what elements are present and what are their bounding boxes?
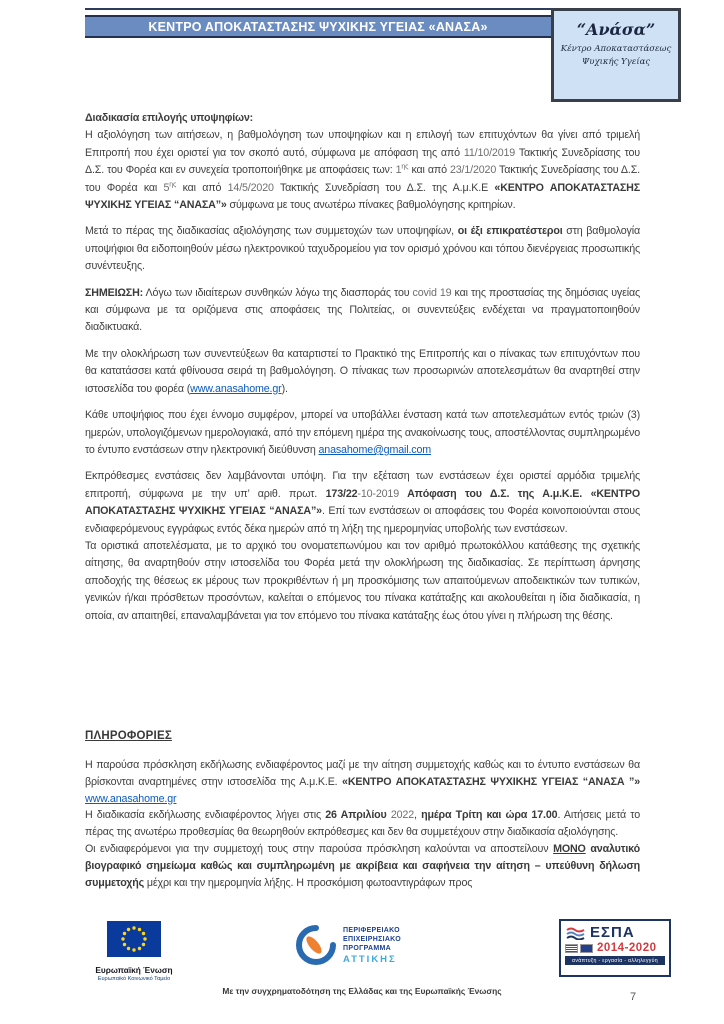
- text-run: Τακτικής Συνεδρίασης του Δ.Σ. του Φορέα και εν συνεχεία τροποποιήθηκε με αποφάσεις των:: [85, 146, 640, 177]
- text-run: Η παρούσα πρόσκληση εκδήλωσης ενδιαφέροντος μαζί με την αίτηση συμμετοχής καθώς και το έντυπο ενστάσεων θα βρίσκονται αναρτημένες στην ιστοσελίδα της Α.μ.Κ.Ε.: [85, 759, 640, 788]
- text-run: 11/10/2019: [463, 146, 516, 159]
- text-run: ΜΟΝΟ: [553, 842, 586, 855]
- text-run: . Αιτήσεις μετά το πέρας της ανωτέρω προθεσμίας θα θεωρηθούν εκπρόθεσμες και δεν θα συμμετέχουν στην διαδικασία αξιολόγησης.: [85, 809, 641, 839]
- paragraph: [85, 538, 640, 625]
- eu-label: Ευρωπαϊκή Ένωση: [95, 965, 173, 975]
- paragraph: [85, 127, 640, 214]
- paragraph: [85, 346, 640, 398]
- paragraph-group-1: [85, 127, 640, 625]
- espa-period: 2014-2020: [597, 942, 657, 954]
- eu-flag-icon: [107, 921, 161, 957]
- document-body-info: [85, 730, 640, 891]
- text-run: Μετά το πέρας της διαδικασίας αξιολόγησης των συμμετοχών των υποψηφίων,: [85, 225, 458, 238]
- eu-mini-flag-icon: [580, 944, 593, 953]
- attiki-line1: ΠΕΡΙΦΕΡΕΙΑΚΟ: [343, 926, 400, 934]
- link[interactable]: www.anasahome.gr: [190, 382, 282, 395]
- text-run: 173/22: [325, 487, 358, 500]
- attiki-program-block: [296, 925, 401, 965]
- text-run: ης: [169, 181, 177, 189]
- paragraph: [85, 285, 640, 337]
- document-body-top: [85, 110, 640, 625]
- text-run: Η διαδικασία εκδήλωσης ενδιαφέροντος λήγει στις: [85, 809, 326, 822]
- paragraph: [85, 841, 640, 891]
- text-run: και από: [176, 181, 228, 194]
- text-run: αναλυτικό βιογραφικό σημείωμα καθώς και συμπληρωμένη με ακρίβεια και σαφήνεια την αίτηση – υπεύθυνη δήλωση συμμετοχής: [85, 842, 640, 889]
- text-run: ΣΗΜΕΙΩΣΗ:: [85, 286, 144, 299]
- text-run: 23/1/2020: [449, 164, 497, 177]
- attiki-text: [343, 926, 401, 965]
- text-run: Τακτικής Συνεδρίασης του Δ.Σ. του Φορέα και: [85, 164, 640, 194]
- text-run: ).: [281, 382, 288, 395]
- text-run: Η αξιολόγηση των αιτήσεων, η βαθμολόγηση των υποψηφίων και η επιλογή των επιτυχόντων θα γίνει από τριμελή Επιτροπή που έχει οριστεί για τον σκοπό αυτό, σύμφωνα με απόφαση της από: [85, 129, 640, 159]
- attiki-line4: ΑΤΤΙΚΗΣ: [343, 953, 397, 965]
- eu-funding-block: [95, 921, 173, 982]
- link[interactable]: anasahome@gmail.com: [318, 443, 432, 456]
- text-run: οι έξι επικρατέστεροι: [457, 225, 563, 238]
- paragraph: [85, 468, 640, 538]
- text-run: 1: [395, 164, 402, 177]
- text-run: Με την ολοκλήρωση των συνεντεύξεων θα καταρτιστεί το Πρακτικό της Επιτροπής και ο πίνακας των επιτυχόντων που θα κατατάσσει κατά φθίνουσα σειρά τη βαθμολόγηση. Ο πίνακας των προσωρινών αποτελεσμάτων θα αναρτηθεί στην ιστοσελίδα του φορέα (: [85, 347, 640, 395]
- text-run: 2022: [386, 809, 415, 822]
- espa-logo-block: [559, 919, 671, 977]
- espa-wave-icon: [565, 926, 587, 940]
- organization-title: ΚΕΝΤΡΟ ΑΠΟΚΑΤΑΣΤΑΣΗΣ ΨΥΧΙΚΗΣ ΥΓΕΙΑΣ «ΑΝΑΣΑ»: [148, 19, 488, 34]
- eu-sublabel: Ευρωπαϊκό Κοινωνικό Ταμείο: [97, 976, 171, 982]
- anasa-logo-subtitle-line1: Κέντρο Αποκαταστάσεως: [560, 44, 672, 54]
- attiki-logo-icon: [296, 925, 336, 965]
- espa-tagline: ανάπτυξη - εργασία - αλληλεγγύη: [565, 956, 665, 965]
- text-run: Τακτικής Συνεδρίαση του Δ.Σ. της Α.μ.Κ.Ε: [273, 181, 495, 194]
- text-run: 14/5/2020: [227, 181, 274, 194]
- anasa-logo: [551, 8, 681, 102]
- paragraph: [85, 223, 640, 275]
- text-run: Κάθε υποψήφιος που έχει έννομο συμφέρον, μπορεί να υποβάλλει ένσταση κατά των αποτελεσμάτων εντός τριών (3) ημερών, υπολογιζόμενων ημερολογιακά, από την επόμενη ημέρα της ανακοίνωσης τους, αποστέλλοντας συμπληρωμένο το έντυπο ενστάσεων στην ηλεκτρονική διεύθυνση: [85, 409, 640, 456]
- espa-name: ΕΣΠΑ: [590, 924, 635, 941]
- text-run: στη βαθμολογία υποψήφιοι θα ειδοποιηθούν μέσω ηλεκτρονικού ταχυδρομείου για τον ορισμό χρόνου και τόπου διενέργειας προσωπικής συνέντευξης.: [85, 225, 640, 273]
- text-run: σύμφωνα με τους ανωτέρω πίνακες βαθμολόγησης κριτηρίων.: [226, 199, 516, 212]
- greek-flag-icon: [565, 944, 578, 953]
- text-run: ης: [401, 163, 409, 171]
- anasa-logo-title: “Ανάσα”: [576, 20, 656, 39]
- paragraph: [85, 407, 640, 459]
- info-section-heading: ΠΛΗΡΟΦΟΡΙΕΣ: [85, 730, 172, 742]
- text-run: ,: [414, 809, 422, 822]
- text-run: 26 Απριλίου: [325, 809, 387, 822]
- link[interactable]: www.anasahome.gr: [85, 792, 177, 805]
- paragraph-group-2: [85, 757, 640, 891]
- header-bar: [85, 15, 551, 38]
- text-run: Εκπρόθεσμες ενστάσεις δεν λαμβάνονται υπόψη. Για την εξέταση των ενστάσεων έχει οριστεί αρμόδια τριμελής επιτροπή, σύμφωνα με την υπ’ αριθ. πρωτ.: [85, 470, 640, 500]
- text-run: covid 19: [412, 286, 452, 299]
- paragraph: [85, 757, 640, 807]
- text-run: Οι ενδιαφερόμενοι για την συμμετοχή τους στην παρούσα πρόσκληση καλούνται να αποστείλουν: [85, 842, 554, 855]
- text-run: Απόφαση του Δ.Σ. της Α.μ.Κ.Ε. «ΚΕΝΤΡΟ ΑΠΟΚΑΤΑΣΤΑΣΗΣ ΨΥΧΙΚΗΣ ΥΓΕΙΑΣ “ΑΝΑΣΑ”»: [85, 487, 641, 518]
- text-run: Λόγω των ιδιαίτερων συνθηκών λόγω της διασποράς του: [143, 286, 413, 299]
- header-top-rule: [85, 8, 551, 10]
- selection-process-heading: Διαδικασία επιλογής υποψηφίων:: [85, 112, 254, 124]
- text-run: και από: [408, 164, 450, 177]
- attiki-line3: ΠΡΟΓΡΑΜΜΑ: [343, 944, 391, 952]
- cofinance-text: Με την συγχρηματοδότηση της Ελλάδας και της Ευρωπαϊκής Ένωσης: [222, 986, 502, 996]
- text-run: 5: [163, 181, 170, 194]
- text-run: . Επί των ενστάσεων οι αποφάσεις του Φορέα κοινοποιούνται στους ενδιαφερόμενους εγγράφως εντός δέκα ημερών από τη λήξη της ημερομηνίας υποβολής των ενστάσεων.: [85, 505, 640, 535]
- text-run: «ΚΕΝΤΡΟ ΑΠΟΚΑΤΑΣΤΑΣΗΣ ΨΥΧΙΚΗΣ ΥΓΕΙΑΣ “ΑΝΑΣΑ”»: [85, 181, 640, 212]
- text-run: «ΚΕΝΤΡΟ ΑΠΟΚΑΤΑΣΤΑΣΗΣ ΨΥΧΙΚΗΣ ΥΓΕΙΑΣ “ΑΝΑΣΑ ”»: [342, 775, 641, 788]
- paragraph: [85, 807, 640, 841]
- text-run: και της προστασίας της δημόσιας υγείας και σύμφωνα με τα οριζόμενα στις αποφάσεις της Πολιτείας, οι συνεντεύξεις ενδέχεται να πραγματοποιηθούν διαδικτυακά.: [85, 286, 640, 334]
- text-run: -10-2019: [357, 487, 400, 500]
- text-run: ημέρα Τρίτη και ώρα 17.00: [421, 809, 558, 822]
- anasa-logo-subtitle-line2: Ψυχικής Υγείας: [581, 57, 651, 67]
- text-run: μέχρι και την ημερομηνία λήξης. Η προσκόμιση φωτοαντιγράφων προς: [144, 876, 473, 889]
- text-run: Τα οριστικά αποτελέσματα, με το αρχικό του ονοματεπωνύμου και τον αριθμό πρωτοκόλλου κατάθεσης της σχετικής αίτησης, θα αναρτηθούν στην ιστοσελίδα του Φορέα μετά την ολοκλήρωση της διαδικασίας. Σε περίπτωση άρνησης αποδοχής της θέσεως εκ μέρους των προκριθέντων ή μη προσκόμισης των απαιτούμενων αποδεικτικών των τυπικών, γενικών ή/και πρόσθετων προσόντων, καλείται ο επόμενος του πίνακα κατάταξης και ακολουθείται η ίδια διαδικασία, η οποία, αν απαιτηθεί, επαναλαμβάνεται για τον επόμενο του πίνακα κατάταξης έως ότου γίνει η πλήρωση της θέσης.: [85, 539, 640, 622]
- anasa-logo-subtitle: [554, 43, 678, 69]
- page-number: 7: [630, 991, 637, 1003]
- attiki-line2: ΕΠΙΧΕΙΡΗΣΙΑΚΟ: [343, 935, 401, 943]
